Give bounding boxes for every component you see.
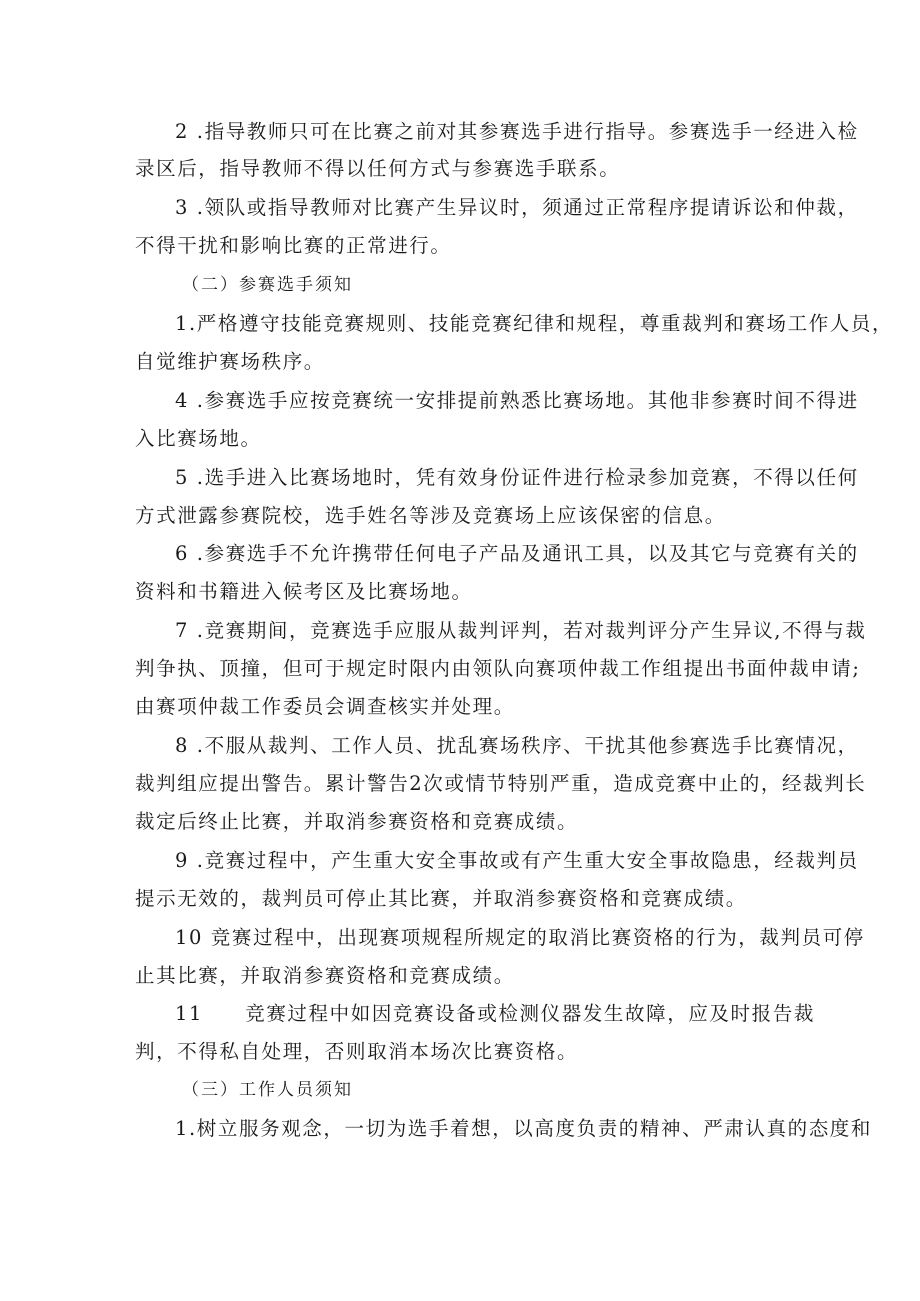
- contestant-item-5-line-2: 方式泄露参赛院校，选手姓名等涉及竞赛场上应该保密的信息。: [135, 504, 726, 527]
- paragraph-2-line-2: 录区后，指导教师不得以任何方式与参赛选手联系。: [135, 157, 621, 180]
- contestant-item-7-line-3: 由赛项仲裁工作委员会调查核实并处理。: [135, 695, 515, 718]
- contestant-item-4-line-2: 入比赛场地。: [135, 427, 262, 450]
- contestant-item-11-line-1: 11 竞赛过程中如因竞赛设备或检测仪器发生故障，应及时报告裁: [175, 1002, 815, 1025]
- contestant-item-7-line-1: 7 .竞赛期间，竞赛选手应服从裁判评判，若对裁判评分产生异议,不得与裁: [175, 619, 867, 642]
- section-heading-contestant-notice: （二）参赛选手须知: [182, 275, 353, 295]
- contestant-item-5-line-1: 5 .选手进入比赛场地时，凭有效身份证件进行检录参加竞赛，不得以任何: [175, 466, 859, 489]
- paragraph-3-line-1: 3 .领队或指导教师对比赛产生异议时，须通过正常程序提请诉讼和仲裁，: [175, 196, 859, 219]
- contestant-item-1-line-2: 自觉维护赛场秩序。: [135, 350, 325, 373]
- contestant-item-9-line-1: 9 .竞赛过程中，产生重大安全事故或有产生重大安全事故隐患，经裁判员: [175, 849, 859, 872]
- paragraph-3-line-2: 不得干扰和影响比赛的正常进行。: [135, 234, 452, 257]
- contestant-item-9-line-2: 提示无效的，裁判员可停止其比赛，并取消参赛资格和竞赛成绩。: [135, 887, 747, 910]
- contestant-item-11-line-2: 判，不得私自处理，否则取消本场次比赛资格。: [135, 1040, 579, 1063]
- section-heading-staff-notice: （三）工作人员须知: [182, 1080, 353, 1100]
- contestant-item-8-line-1: 8 .不服从裁判、工作人员、扰乱赛场秩序、干扰其他参赛选手比赛情况，: [175, 734, 859, 757]
- contestant-item-6-line-2: 资料和书籍进入候考区及比赛场地。: [135, 580, 473, 603]
- paragraph-2-line-1: 2 .指导教师只可在比赛之前对其参赛选手进行指导。参赛选手一经进入检: [175, 120, 859, 143]
- staff-item-1-line-1: 1.树立服务观念，一切为选手着想，以高度负责的精神、严肃认真的态度和: [175, 1117, 873, 1140]
- contestant-item-8-line-3: 裁定后终止比赛，并取消参赛资格和竞赛成绩。: [135, 810, 579, 833]
- contestant-item-6-line-1: 6 .参赛选手不允许携带任何电子产品及通讯工具，以及其它与竞赛有关的: [175, 542, 859, 565]
- contestant-item-7-line-2: 判争执、顶撞，但可于规定时限内由领队向赛项仲裁工作组提出书面仲裁申请;: [135, 657, 861, 680]
- contestant-item-1-line-1: 1.严格遵守技能竞赛规则、技能竞赛纪律和规程，尊重裁判和赛场工作人员，: [175, 312, 894, 335]
- contestant-item-4-line-1: 4 .参赛选手应按竞赛统一安排提前熟悉比赛场地。其他非参赛时间不得进: [175, 389, 859, 412]
- contestant-item-10-line-1: 10 竞赛过程中，出现赛项规程所规定的取消比赛资格的行为，裁判员可停: [175, 926, 865, 949]
- contestant-item-10-line-2: 止其比赛，并取消参赛资格和竞赛成绩。: [135, 964, 515, 987]
- contestant-item-8-line-2: 裁判组应提出警告。累计警告2次或情节特别严重，造成竞赛中止的，经裁判长: [135, 772, 867, 795]
